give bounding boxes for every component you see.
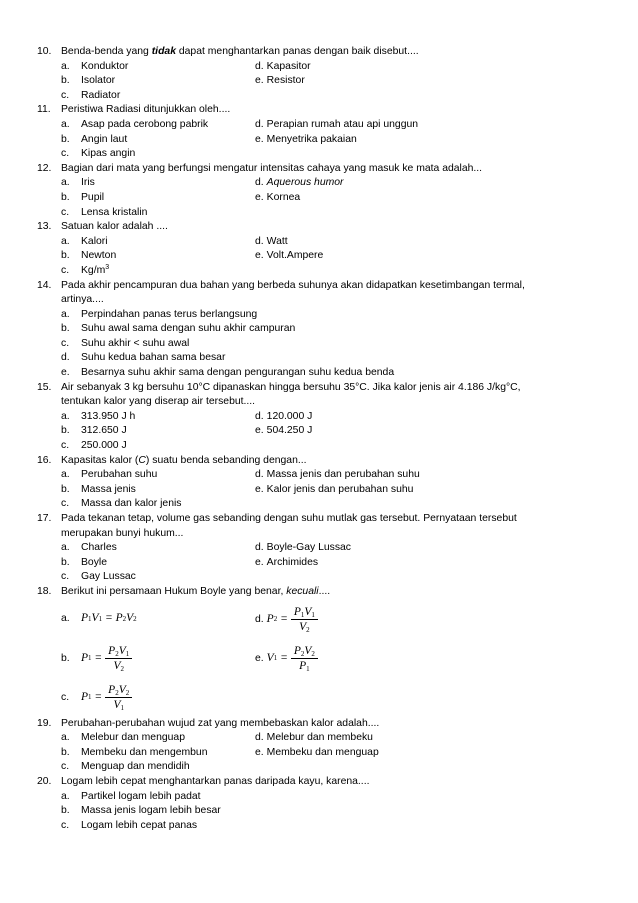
option-e: e. 504.250 J xyxy=(255,425,313,437)
option-d: d. Perapian rumah atau api unggun xyxy=(255,118,419,130)
option-a: a. Charles xyxy=(61,542,117,554)
option-b: b. P 1 = $\frac{P_2V_1}{V_2}$ xyxy=(61,644,255,673)
option-d: d. Aquerous humor xyxy=(255,177,344,189)
question-text: Perubahan-perubahan wujud zat yang membebaskan kalor adalah.... xyxy=(61,717,380,729)
option-c: c. $Kg/m^3$ xyxy=(61,263,110,276)
question-text: Satuan kalor adalah .... xyxy=(61,221,168,233)
question-17 xyxy=(0,512,561,585)
option-a: a. Kalori xyxy=(61,235,108,247)
option-e: e. V 1 = $\frac{P_2V_2}{P_1}$ xyxy=(255,644,318,673)
options xyxy=(61,176,561,220)
question-20 xyxy=(0,775,561,833)
question-text: Bagian dari mata yang berfungsi mengatur intensitas cahaya yang masuk ke mata adalah... xyxy=(61,162,483,174)
question-number: 17. xyxy=(37,513,52,524)
formula-c: P 1 = $\frac{P_2V_2}{V_1}$ xyxy=(81,683,132,712)
question-11 xyxy=(0,103,561,161)
option-d: d. Suhu kedua bahan sama besar xyxy=(61,352,226,364)
question-number: 19. xyxy=(37,717,52,729)
question-text: Kapasitas kalor (C) suatu benda sebanding dengan... xyxy=(61,454,307,466)
emphasis-text: tidak xyxy=(151,46,176,57)
question-18 xyxy=(0,585,561,717)
option-b: b. Membeku dan mengembun xyxy=(61,746,208,758)
option-d: d. Watt xyxy=(255,235,288,247)
option-d: d. Boyle-Gay Lussac xyxy=(255,542,351,554)
formula-d: P 2 = $\frac{P_1V_1}{V_2}$ xyxy=(267,605,318,634)
question-text: Peristiwa Radiasi ditunjukkan oleh.... xyxy=(61,104,231,116)
option-a: a. Perpindahan panas terus berlangsung xyxy=(61,308,258,320)
option-b: b. Massa jenis logam lebih besar xyxy=(61,805,221,817)
emphasis-text: kecuali xyxy=(286,585,319,597)
option-c: c. Kipas angin xyxy=(61,148,136,160)
option-d: d. Kapasitor xyxy=(255,60,311,72)
question-text: Berikut ini persamaan Hukum Boyle yang benar, kecuali.... xyxy=(61,585,331,597)
options xyxy=(61,468,561,512)
options xyxy=(61,60,561,104)
option-e: e. Kalor jenis dan perubahan suhu xyxy=(255,483,414,495)
question-number: 16. xyxy=(37,454,52,466)
option-c: c. Gay Lussac xyxy=(61,571,136,583)
option-e: e. Kornea xyxy=(255,191,301,203)
option-e: e. Volt.Ampere xyxy=(255,250,324,262)
option-b: b. Boyle xyxy=(61,556,107,568)
option-a: a. Asap pada cerobong pabrik xyxy=(61,118,209,130)
question-14 xyxy=(0,279,561,381)
question-19 xyxy=(0,717,561,775)
option-e: e. Besarnya suhu akhir sama dengan pengurangan suhu kedua benda xyxy=(61,367,395,379)
option-e: e. Archimides xyxy=(255,556,319,568)
options xyxy=(61,308,561,381)
option-b: b. Isolator xyxy=(61,75,116,87)
emphasis-text: C xyxy=(138,454,146,466)
options xyxy=(61,600,561,717)
question-number: 10. xyxy=(37,46,52,57)
option-a: a. 313.950 J h xyxy=(61,410,136,422)
option-b: b. 312.650 J xyxy=(61,425,127,437)
option-a: a. Konduktor xyxy=(61,60,129,72)
question-text: Air sebanyak 3 kg bersuhu 10°C dipanaskan hingga bersuhu 35°C. Jika kalor jenis air 4.186 J/kg°C, tentukan kalor yang diserap air tersebut.... xyxy=(61,381,521,408)
option-a: a. Perubahan suhu xyxy=(61,469,158,481)
question-number: 15. xyxy=(37,381,52,393)
option-c: c. Menguap dan mendidih xyxy=(61,761,190,773)
option-c: c. Logam lebih cepat panas xyxy=(61,819,198,831)
question-number: 13. xyxy=(37,221,52,233)
option-c: c. Suhu akhir < suhu awal xyxy=(61,337,190,349)
option-a: a. Melebur dan menguap xyxy=(61,732,185,744)
question-13 xyxy=(0,220,561,278)
option-b: b. Massa jenis xyxy=(61,483,136,495)
question-text: Logam lebih cepat menghantarkan panas daripada kayu, karena.... xyxy=(61,775,370,787)
option-c: c. Radiator xyxy=(61,89,121,101)
question-text: Benda-benda yang tidak dapat menghantarkan panas dengan baik disebut.... xyxy=(61,46,419,57)
option-c: c. P 1 = $\frac{P_2V_2}{V_1}$ xyxy=(61,683,255,712)
option-d: d. P 2 = $\frac{P_1V_1}{V_2}$ xyxy=(255,605,318,634)
option-d: d. Melebur dan membeku xyxy=(255,732,373,744)
option-c: c. Lensa kristalin xyxy=(61,206,148,218)
option-b: b. Pupil xyxy=(61,191,105,203)
option-b: b. Newton xyxy=(61,250,117,262)
option-a: a. P 1 V 1 = P 2 V 2 xyxy=(61,612,137,625)
option-a: a. Iris xyxy=(61,177,95,189)
question-number: 18. xyxy=(37,585,52,597)
option-b: b. Angin laut xyxy=(61,133,128,145)
question-15 xyxy=(0,381,561,454)
question-text: Pada akhir pencampuran dua bahan yang berbeda suhunya akan didapatkan kesetimbangan termal, artinya.... xyxy=(61,279,525,306)
formula-a: P 1 V 1 = P 2 V 2 xyxy=(81,612,137,625)
option-a: a. Partikel logam lebih padat xyxy=(61,790,201,802)
options xyxy=(61,118,561,162)
option-e: e. Menyetrika pakaian xyxy=(255,133,357,145)
formula-b: P 1 = $\frac{P_2V_1}{V_2}$ xyxy=(81,644,132,673)
question-16 xyxy=(0,454,561,512)
option-c: c. 250.000 J xyxy=(61,440,127,452)
option-e: e. Membeku dan menguap xyxy=(255,746,379,758)
option-d: d. 120.000 J xyxy=(255,410,313,422)
option-e: e. Resistor xyxy=(255,75,305,87)
question-number: 11. xyxy=(37,104,51,116)
options xyxy=(61,410,561,454)
question-number: 14. xyxy=(37,279,52,291)
options xyxy=(61,731,561,775)
options xyxy=(61,541,561,585)
formula-e: V 1 = $\frac{P_2V_2}{P_1}$ xyxy=(267,644,318,673)
question-10 xyxy=(0,45,561,103)
option-d: d. Massa jenis dan perubahan suhu xyxy=(255,469,420,481)
question-12 xyxy=(0,162,561,220)
question-number: 12. xyxy=(37,162,52,174)
options xyxy=(61,790,561,834)
question-number: 20. xyxy=(37,775,52,787)
option-b: b. Suhu awal sama dengan suhu akhir campuran xyxy=(61,323,296,335)
option-c: c. Massa dan kalor jenis xyxy=(61,498,182,510)
options xyxy=(61,235,561,279)
question-sheet xyxy=(0,45,638,833)
question-text: Pada tekanan tetap, volume gas sebanding dengan suhu mutlak gas tersebut. Pernyataan tersebut merupakan bunyi hukum... xyxy=(61,513,517,539)
